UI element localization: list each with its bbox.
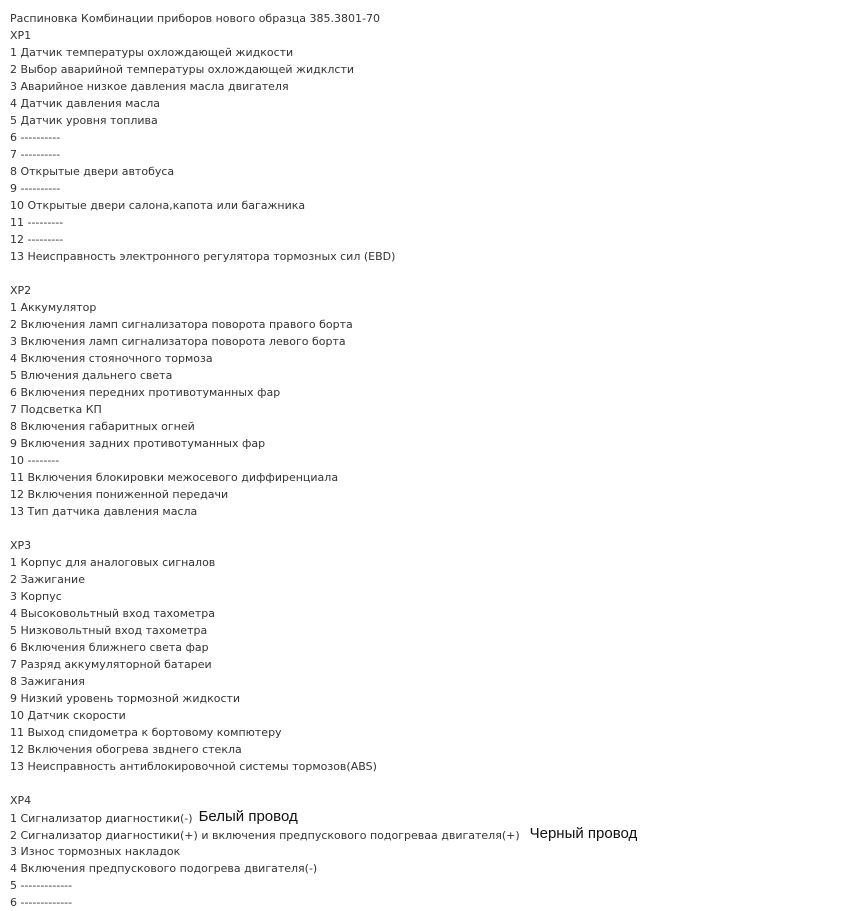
pin-line: 9 ----------: [10, 182, 61, 195]
connector-xp2-section: [10, 282, 840, 520]
pin-line: 6 ----------: [10, 131, 61, 144]
pin-line: 10 --------: [10, 454, 60, 467]
pin-text: 1 Сигнализатор диагностики(-): [10, 812, 193, 825]
connector-header: XP1: [10, 29, 32, 42]
pin-line: 2 Включения ламп сигнализатора поворота правого борта: [10, 318, 353, 331]
pin-line: 3 Включения ламп сигнализатора поворота левого борта: [10, 335, 346, 348]
pin-line: 4 Высоковольтный вход тахометра: [10, 607, 215, 620]
pin-line: 8 Зажигания: [10, 675, 85, 688]
pin-line: 13 Тип датчика давления масла: [10, 505, 198, 518]
pin-line-with-note: [10, 809, 840, 826]
pin-line: 13 Неисправность электронного регулятора тормозных сил (EBD): [10, 250, 396, 263]
pin-line: 12 Включения пониженной передачи: [10, 488, 229, 501]
pin-line: 2 Выбор аварийной температуры охлождающей жидклсти: [10, 63, 355, 76]
pin-line: 12 Включения обогрева звднего стекла: [10, 743, 242, 756]
connector-xp3-section: [10, 537, 840, 775]
pin-line: 4 Включения стояночного тормоза: [10, 352, 213, 365]
pin-line: 9 Низкий уровень тормозной жидкости: [10, 692, 241, 705]
pin-line: 1 Датчик температуры охлождающей жидкости: [10, 46, 294, 59]
pin-line: 2 Зажигание: [10, 573, 85, 586]
pin-line: 8 Включения габаритных огней: [10, 420, 195, 433]
pin-line-with-note: [10, 826, 840, 843]
pin-line: 7 Подсветка КП: [10, 403, 102, 416]
pin-text: 2 Сигнализатор диагностики(+) и включения предпускового подогреваа двигателя(+): [10, 829, 520, 842]
pin-line: 9 Включения задних противотуманных фар: [10, 437, 266, 450]
pinout-document: [10, 10, 840, 911]
pin-line: 12 ---------: [10, 233, 64, 246]
pin-line: 11 Выход спидометра к бортовому компютеру: [10, 726, 282, 739]
pin-line: 1 Корпус для аналоговых сигналов: [10, 556, 216, 569]
pin-line: 5 Влючения дальнего света: [10, 369, 173, 382]
pin-line: 3 Аварийное низкое давления масла двигателя: [10, 80, 289, 93]
pin-line: 3 Износ тормозных накладок: [10, 845, 181, 858]
connector-xp1-section: [10, 27, 840, 265]
connector-header: XP3: [10, 539, 32, 552]
white-wire-note: Белый провод: [198, 808, 298, 825]
pin-line: 13 Неисправность антиблокировочной системы тормозов(ABS): [10, 760, 377, 773]
pin-line: 4 Включения предпускового подогрева двигателя(-): [10, 862, 318, 875]
pin-line: 7 ----------: [10, 148, 61, 161]
connector-header: XP2: [10, 284, 32, 297]
section-spacer: [10, 265, 840, 282]
pin-line: 5 -------------: [10, 879, 73, 892]
pin-line: 1 Аккумулятор: [10, 301, 97, 314]
connector-xp4-section: [10, 792, 840, 911]
pin-line: 11 Включения блокировки межосевого диффиренциала: [10, 471, 339, 484]
pin-line: 4 Датчик давления масла: [10, 97, 160, 110]
pin-line: 6 Включения передних противотуманных фар: [10, 386, 281, 399]
pin-line: 5 Датчик уровня топлива: [10, 114, 158, 127]
black-wire-note: Черный провод: [529, 825, 638, 842]
pin-line: 6 -------------: [10, 896, 73, 909]
pin-line: 6 Включения ближнего света фар: [10, 641, 209, 654]
section-spacer: [10, 775, 840, 792]
pin-line: 8 Открытые двери автобуса: [10, 165, 175, 178]
pin-line: 10 Открытые двери салона,капота или багажника: [10, 199, 306, 212]
pin-line: 11 ---------: [10, 216, 64, 229]
connector-header: XP4: [10, 794, 32, 807]
pin-line: 10 Датчик скорости: [10, 709, 126, 722]
document-title: Распиновка Комбинации приборов нового образца 385.3801-70: [10, 12, 380, 25]
pin-line: 7 Разряд аккумуляторной батареи: [10, 658, 212, 671]
section-spacer: [10, 520, 840, 537]
pin-line: 3 Корпус: [10, 590, 62, 603]
pin-line: 5 Низковольтный вход тахометра: [10, 624, 208, 637]
